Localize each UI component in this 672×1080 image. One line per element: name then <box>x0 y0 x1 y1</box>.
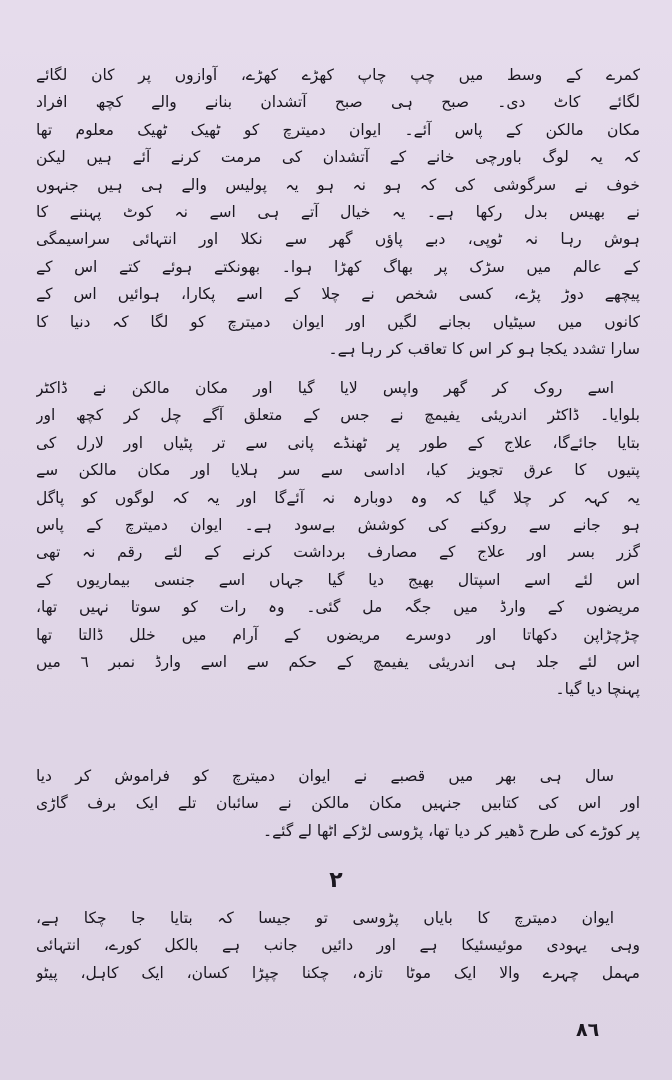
paragraph-3 <box>36 763 640 845</box>
paragraph-2 <box>36 375 640 704</box>
text-line: اسے روک کر گھر واپس لایا گیا اور مکان مالکن نے ڈاکٹر <box>36 379 614 397</box>
text-line: ایوان دمیترچ کا بایاں پڑوسی تو جیسا کہ بتایا جا چکا ہے، <box>36 909 614 927</box>
text-line: اس لئے اسے اسپتال بھیج دیا گیا جہاں اسے جنسی بیماریوں کے <box>36 570 640 589</box>
section-number: ۲ <box>329 868 343 893</box>
text-line: کہ یہ لوگ باورچی خانے کے آتشدان کی مرمت کرنے آئے ہیں لیکن <box>36 148 640 167</box>
text-line: بتایا جائےگا، علاج کے طور پر ٹھنڈے پانی سے تر پٹیاں اور لارل کی <box>36 433 640 452</box>
text-line: پر کوڑے کی طرح ڈھیر کر دیا تھا، پڑوسی لڑکے اٹھا لے گئے۔ <box>262 821 640 840</box>
text-line: خوف نے سرگوشی کی کہ ہو نہ ہو یہ پولیس والے ہی ہیں جنہوں <box>36 175 640 194</box>
text-line: سال ہی بھر میں قصبے نے ایوان دمیترچ کو فراموش کر دیا <box>36 767 614 785</box>
text-line: بلوایا۔ ڈاکٹر اندریئی یفیمچ نے جس کے متعلق آگے چل کر کچھ اور <box>36 406 640 425</box>
page-number: ۸٦ <box>576 1019 600 1041</box>
text-line: مکان مالکن کے پاس آئے۔ ایوان دمیترچ کو ٹھیک ٹھیک معلوم تھا <box>36 120 640 139</box>
text-line: نے بھیس بدل رکھا ہے۔ یہ خیال آتے ہی اسے نہ کوٹ پہننے کا <box>36 202 640 221</box>
text-line: اس لئے جلد ہی اندریئی یفیمچ کے حکم سے اسے وارڈ نمبر ٦ میں <box>36 652 640 671</box>
paragraph-4 <box>36 905 640 987</box>
text-line: مریضوں کے وارڈ میں جگہ مل گئی۔ وہ رات کو سوتا نہیں تھا، <box>36 598 640 617</box>
text-line: پیچھے دوڑ پڑے، کسی شخص نے چلا کے اسے پکارا، ہوائیں اس کے <box>36 285 640 304</box>
text-line: وہی یہودی موئیسئیکا ہے اور دائیں جانب ہے بالکل کورے، انتہائی <box>36 936 640 955</box>
text-line: کمرے کے وسط میں چپ چاپ کھڑے کھڑے، آوازوں پر کان لگائے <box>36 66 640 84</box>
text-line: لگائے کاٹ دی۔ صبح ہی صبح آتشدان بنانے والے کچھ افراد <box>36 93 640 112</box>
text-line: پتیوں کا عرق تجویز کیا، اداسی سے سر ہلایا اور مکان مالکن سے <box>36 461 640 480</box>
text-line: سارا تشدد یکجا ہو کر اس کا تعاقب کر رہا ہے۔ <box>328 339 640 358</box>
text-line: اور اس کی کتابیں جنہیں مکان مالکن نے سائبان تلے ایک برف گاڑی <box>36 794 640 813</box>
text-line: مہمل چہرے والا ایک موٹا تازہ، چکنا چپڑا کسان، ایک کاہل، پیٹو <box>36 963 640 982</box>
text-line: یہ کہہ کر چلا گیا کہ وہ دوبارہ نہ آئےگا اور یہ کہ لوگوں کو پاگل <box>36 488 640 507</box>
text-line: کانوں میں سیٹیاں بجانے لگیں اور ایوان دمیترچ کو لگا کہ دنیا کا <box>36 312 640 331</box>
text-line: چڑچڑاپن دکھاتا اور دوسرے مریضوں کے آرام میں خلل ڈالتا تھا <box>36 625 640 644</box>
paragraph-1 <box>36 62 640 363</box>
text-line: گزر بسر اور علاج کے مصارف برداشت کرنے کے لئے رقم نہ تھی <box>36 543 640 562</box>
text-line: پہنچا دیا گیا۔ <box>555 680 640 699</box>
text-line: ہو جانے سے روکنے کی کوشش بےسود ہے۔ ایوان دمیترچ کے پاس <box>36 515 640 534</box>
text-line: ہوش رہا نہ ٹوپی، دبے پاؤں گھر سے نکلا اور انتہائی سراسیمگی <box>36 230 640 249</box>
text-line: کے عالم میں سڑک پر بھاگ کھڑا ہوا۔ بھونکتے ہوئے کتے اس کے <box>36 257 640 276</box>
